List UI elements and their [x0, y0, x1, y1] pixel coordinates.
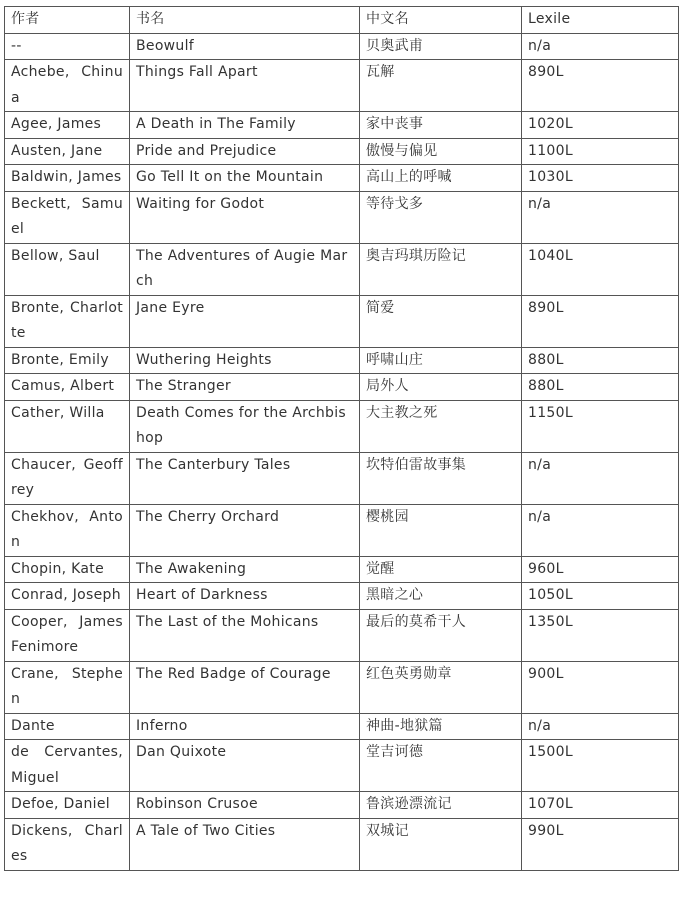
author-cell: Baldwin, James — [5, 165, 130, 192]
lexile-cell: 890L — [522, 295, 679, 347]
author-cell: Cather, Willa — [5, 400, 130, 452]
chinese-title-cell: 傲慢与偏见 — [360, 138, 522, 165]
author-cell: Agee, James — [5, 112, 130, 139]
table-row — [5, 452, 679, 504]
chinese-title-cell: 局外人 — [360, 374, 522, 401]
title-cell: The Adventures of Augie March — [130, 243, 360, 295]
title-cell: The Last of the Mohicans — [130, 609, 360, 661]
table-row — [5, 556, 679, 583]
lexile-cell: 1350L — [522, 609, 679, 661]
chinese-title-cell: 樱桃园 — [360, 504, 522, 556]
table-row — [5, 138, 679, 165]
header-lexile: Lexile — [522, 7, 679, 34]
chinese-title-cell: 双城记 — [360, 818, 522, 870]
author-cell: Chekhov, Anton — [5, 504, 130, 556]
title-cell: Waiting for Godot — [130, 191, 360, 243]
header-title: 书名 — [130, 7, 360, 34]
chinese-title-cell: 呼啸山庄 — [360, 347, 522, 374]
author-cell: Cooper, James Fenimore — [5, 609, 130, 661]
author-cell: de Cervantes, Miguel — [5, 740, 130, 792]
title-cell: Heart of Darkness — [130, 583, 360, 610]
header-chinese-title: 中文名 — [360, 7, 522, 34]
table-row — [5, 504, 679, 556]
lexile-cell: 990L — [522, 818, 679, 870]
lexile-cell: n/a — [522, 452, 679, 504]
title-cell: The Stranger — [130, 374, 360, 401]
author-cell: -- — [5, 33, 130, 60]
author-cell: Defoe, Daniel — [5, 792, 130, 819]
table-row — [5, 374, 679, 401]
lexile-cell: 1030L — [522, 165, 679, 192]
title-cell: Inferno — [130, 713, 360, 740]
chinese-title-cell: 鲁滨逊漂流记 — [360, 792, 522, 819]
chinese-title-cell: 瓦解 — [360, 60, 522, 112]
chinese-title-cell: 神曲-地狱篇 — [360, 713, 522, 740]
lexile-cell: 890L — [522, 60, 679, 112]
table-row — [5, 740, 679, 792]
author-cell: Conrad, Joseph — [5, 583, 130, 610]
title-cell: The Red Badge of Courage — [130, 661, 360, 713]
chinese-title-cell: 黑暗之心 — [360, 583, 522, 610]
author-cell: Chaucer, Geoffrey — [5, 452, 130, 504]
chinese-title-cell: 简爱 — [360, 295, 522, 347]
chinese-title-cell: 坎特伯雷故事集 — [360, 452, 522, 504]
title-cell: The Canterbury Tales — [130, 452, 360, 504]
table-row — [5, 112, 679, 139]
chinese-title-cell: 贝奥武甫 — [360, 33, 522, 60]
title-cell: Wuthering Heights — [130, 347, 360, 374]
lexile-cell: 1500L — [522, 740, 679, 792]
author-cell: Achebe, Chinua — [5, 60, 130, 112]
chinese-title-cell: 大主教之死 — [360, 400, 522, 452]
author-cell: Beckett, Samuel — [5, 191, 130, 243]
title-cell: Things Fall Apart — [130, 60, 360, 112]
title-cell: Go Tell It on the Mountain — [130, 165, 360, 192]
lexile-cell: 1050L — [522, 583, 679, 610]
title-cell: Robinson Crusoe — [130, 792, 360, 819]
title-cell: The Cherry Orchard — [130, 504, 360, 556]
table-row — [5, 609, 679, 661]
title-cell: Beowulf — [130, 33, 360, 60]
lexile-cell: n/a — [522, 713, 679, 740]
table-row — [5, 60, 679, 112]
author-cell: Camus, Albert — [5, 374, 130, 401]
title-cell: Dan Quixote — [130, 740, 360, 792]
title-cell: A Tale of Two Cities — [130, 818, 360, 870]
lexile-cell: 1100L — [522, 138, 679, 165]
table-row — [5, 191, 679, 243]
author-cell: Bellow, Saul — [5, 243, 130, 295]
lexile-cell: 960L — [522, 556, 679, 583]
author-cell: Dickens, Charles — [5, 818, 130, 870]
lexile-cell: 880L — [522, 374, 679, 401]
table-row — [5, 792, 679, 819]
chinese-title-cell: 奥吉玛琪历险记 — [360, 243, 522, 295]
title-cell: A Death in The Family — [130, 112, 360, 139]
table-row — [5, 661, 679, 713]
author-cell: Bronte, Emily — [5, 347, 130, 374]
chinese-title-cell: 最后的莫希干人 — [360, 609, 522, 661]
book-lexile-table — [4, 6, 679, 871]
table-row — [5, 347, 679, 374]
lexile-cell: 900L — [522, 661, 679, 713]
author-cell: Chopin, Kate — [5, 556, 130, 583]
lexile-cell: 1040L — [522, 243, 679, 295]
chinese-title-cell: 红色英勇勋章 — [360, 661, 522, 713]
table-row — [5, 583, 679, 610]
table-row — [5, 400, 679, 452]
title-cell: Jane Eyre — [130, 295, 360, 347]
chinese-title-cell: 高山上的呼喊 — [360, 165, 522, 192]
lexile-cell: n/a — [522, 504, 679, 556]
author-cell: Austen, Jane — [5, 138, 130, 165]
table-header-row — [5, 7, 679, 34]
table-row — [5, 243, 679, 295]
title-cell: The Awakening — [130, 556, 360, 583]
chinese-title-cell: 等待戈多 — [360, 191, 522, 243]
chinese-title-cell: 堂吉诃德 — [360, 740, 522, 792]
author-cell: Crane, Stephen — [5, 661, 130, 713]
header-author: 作者 — [5, 7, 130, 34]
lexile-cell: 880L — [522, 347, 679, 374]
lexile-cell: n/a — [522, 33, 679, 60]
lexile-cell: 1070L — [522, 792, 679, 819]
lexile-cell: n/a — [522, 191, 679, 243]
author-cell: Bronte, Charlotte — [5, 295, 130, 347]
title-cell: Pride and Prejudice — [130, 138, 360, 165]
chinese-title-cell: 觉醒 — [360, 556, 522, 583]
table-row — [5, 33, 679, 60]
table-row — [5, 295, 679, 347]
author-cell: Dante — [5, 713, 130, 740]
table-row — [5, 165, 679, 192]
lexile-cell: 1150L — [522, 400, 679, 452]
table-row — [5, 818, 679, 870]
table-row — [5, 713, 679, 740]
lexile-cell: 1020L — [522, 112, 679, 139]
chinese-title-cell: 家中丧事 — [360, 112, 522, 139]
title-cell: Death Comes for the Archbishop — [130, 400, 360, 452]
